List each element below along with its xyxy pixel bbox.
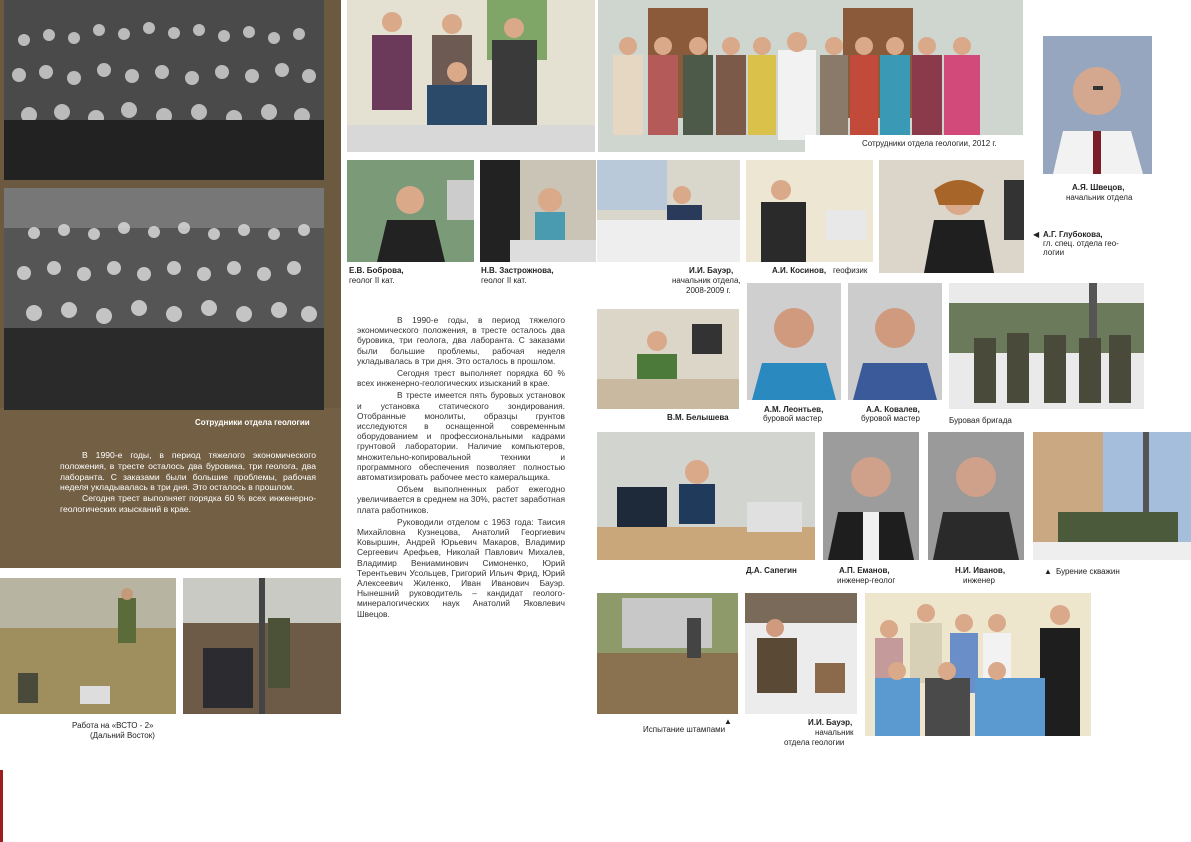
emanov-portrait	[823, 432, 919, 560]
kosinov-name: А.И. Косинов,	[772, 266, 827, 275]
main-paragraph-2: Сегодня трест выполняет порядка 60 % всех инженерно-геологических изысканий в крае.	[357, 368, 565, 389]
page-edge-mark	[0, 770, 3, 842]
left-text-paragraph-1: В 1990-е годы, в период тяжелого экономического положения, в тресте осталось два буровика, три геолога, два лаборанта. С заказами были большие проблемы, рабочая неделя укладывалась в три дня. Это осталось в прошлом.	[60, 450, 316, 493]
shvetsov-portrait	[1043, 36, 1152, 174]
archive-group-photo-2	[4, 188, 324, 410]
field-work-photo-1	[0, 578, 176, 714]
leontiev-name: А.М. Леонтьев,	[764, 405, 824, 414]
bauer2-name: И.И. Бауэр,	[808, 718, 853, 727]
kosinov-photo	[746, 160, 873, 262]
lab-staff-group-photo	[865, 593, 1091, 736]
kovalev-name: А.А. Ковалев,	[866, 405, 920, 414]
bobrova-name: Е.В. Боброва,	[349, 266, 404, 275]
main-paragraph-1: В 1990-е годы, в период тяжелого экономического положения, в тресте осталось два буровика, три геолога, два лаборанта. С заказами были большие проблемы, рабочая неделя укладывалась в три дня. Это осталось в прошлом.	[357, 315, 565, 366]
staff-photo-four-women	[347, 0, 595, 152]
zastrozhnova-name: Н.В. Застрожнова,	[481, 266, 554, 275]
kovalev-role: буровой мастер	[861, 414, 920, 423]
zastrozhnova-role: геолог II кат.	[481, 276, 527, 285]
ivanov-role: инженер	[963, 576, 996, 585]
bauer1-name: И.И. Бауэр,	[689, 266, 734, 275]
zastrozhnova-photo	[480, 160, 596, 262]
stamp-test-photo	[597, 593, 738, 714]
archive-group-photo-1	[4, 0, 324, 180]
stamp-test-arrow-icon: ▲	[724, 717, 732, 726]
ivanov-portrait	[928, 432, 1024, 560]
kovalev-portrait	[848, 283, 942, 400]
main-article-text	[357, 315, 565, 621]
field-work-photo-2	[183, 578, 341, 714]
drilling-caption: Бурение скважин	[1056, 567, 1120, 576]
bauer-office-photo	[597, 160, 740, 262]
sapegin-photo	[597, 432, 815, 560]
group-2012-caption: Сотрудники отдела геологии, 2012 г.	[862, 139, 997, 148]
field-work-caption-line-2: (Дальний Восток)	[90, 731, 155, 740]
drilling-rig-photo	[1033, 432, 1191, 560]
ivanov-name: Н.И. Иванов,	[955, 566, 1006, 575]
glubokova-name: А.Г. Глубокова,	[1043, 230, 1103, 239]
field-work-caption-line-1: Работа на «ВСТО - 2»	[72, 721, 154, 730]
bauer2-role-line-2: отдела геологии	[784, 738, 845, 747]
bauer-winter-photo	[745, 593, 857, 714]
drilling-brigade-photo	[949, 283, 1144, 409]
staff-group-photo-2012	[598, 0, 1023, 152]
bauer2-role-line-1: начальник	[815, 728, 854, 737]
bobrova-photo	[347, 160, 474, 262]
emanov-role: инженер-геолог	[837, 576, 896, 585]
bobrova-role: геолог II кат.	[349, 276, 395, 285]
sapegin-name: Д.А. Сапегин	[746, 566, 797, 575]
kosinov-role: геофизик	[833, 266, 868, 275]
drilling-brigade-caption: Буровая бригада	[949, 416, 1012, 425]
leontiev-portrait	[747, 283, 841, 400]
glubokova-role-line-1: гл. спец. отдела гео-	[1043, 239, 1119, 248]
bauer1-role-line-2: 2008-2009 г.	[686, 286, 731, 295]
glubokova-role-line-2: логии	[1043, 248, 1065, 257]
left-panel-text	[60, 450, 316, 515]
archive-photo-caption: Сотрудники отдела геологии	[195, 418, 310, 427]
stamp-test-caption: Испытание штампами	[643, 725, 726, 734]
emanov-name: А.П. Еманов,	[839, 566, 890, 575]
leontiev-role: буровой мастер	[763, 414, 822, 423]
shvetsov-name: А.Я. Швецов,	[1072, 183, 1125, 192]
main-paragraph-3: В тресте имеется пять буровых установок и установка статического зондирования. Отобранные монолиты, образцы грунтов исследуются в оснащенной современным оборудованием и профессиональными кадрами грунтовой лаборатории. Наличие компьютеров, множительно-копировальной техники и программного обеспечения позволяет полностью автоматизировать рабочее место камеральщика.	[357, 390, 565, 483]
main-paragraph-5: Руководили отделом с 1963 года: Таисия Михайловна Кузнецова, Анатолий Георгиевич Ковыршин, Андрей Юрьевич Макаров, Владимир Сергеевич Арефьев, Николай Павлович Михалев, Владимир Вениаминович Симоненко, Юрий Терентьевич Усольцев, Григорий Ильич Фрид, Юрий Алексеевич Жиленко, Иван Иванович Бауэр. Нынешний руководитель – кандидат геолого-минералогических наук Анатолий Яковлевич Швецов.	[357, 516, 565, 619]
belysheva-photo	[597, 309, 739, 409]
glubokova-arrow-icon: ◀	[1033, 230, 1040, 239]
shvetsov-role: начальник отдела	[1066, 193, 1133, 202]
belysheva-name: В.М. Белышева	[667, 413, 729, 422]
bauer1-role-line-1: начальник отдела,	[672, 276, 741, 285]
glubokova-photo	[879, 160, 1024, 273]
left-text-paragraph-2: Сегодня трест выполняет порядка 60 % всех инженерно-геологических изысканий в крае.	[60, 493, 316, 514]
main-paragraph-4: Объем выполненных работ ежегодно увеличивается в среднем на 30%, растет заработная плата работников.	[357, 484, 565, 515]
drilling-arrow-icon: ▲	[1044, 567, 1052, 576]
